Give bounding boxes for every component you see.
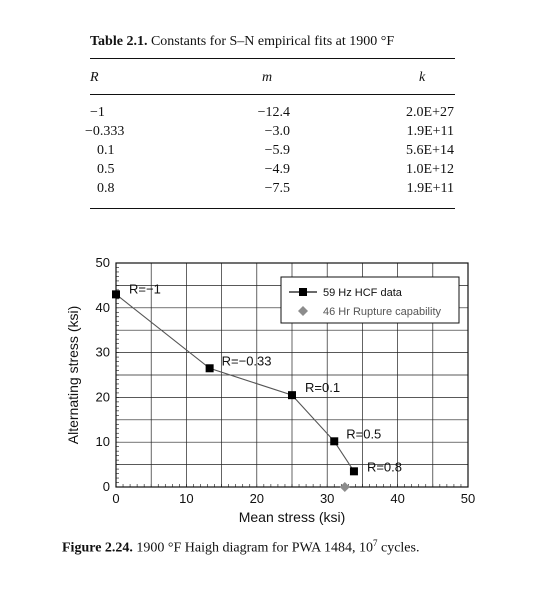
point-label: R=0.1	[305, 380, 341, 396]
table-cell-r: −0.333	[85, 124, 125, 139]
x-tick-label: 0	[112, 491, 120, 506]
y-tick-label: 10	[95, 434, 110, 450]
legend-marker-hcf	[299, 288, 307, 296]
point-label: R=0.5	[346, 426, 382, 442]
x-tick-label: 40	[390, 491, 405, 506]
hcf-data-point	[112, 290, 120, 298]
table-cell-k: 1.0E+12	[406, 162, 454, 177]
table-cell-m: −12.4	[257, 105, 290, 120]
point-label: R=−1	[129, 281, 161, 297]
y-tick-label: 30	[95, 344, 110, 360]
table-cell-m: −3.0	[264, 124, 290, 139]
table-cell-k: 2.0E+27	[406, 105, 454, 120]
hcf-data-point	[206, 364, 214, 372]
table-cell-r: −1	[90, 105, 105, 120]
point-label: R=0.8	[366, 459, 403, 475]
hcf-data-point	[330, 437, 338, 445]
table-cell-k: 5.6E+14	[406, 143, 454, 158]
table-cell-m: −7.5	[264, 181, 290, 196]
x-tick-label: 50	[460, 491, 476, 506]
legend-label: 59 Hz HCF data	[323, 287, 402, 299]
table-cell-m: −4.9	[264, 162, 290, 177]
table-cell-k: 1.9E+11	[406, 181, 454, 196]
y-tick-label: 20	[95, 389, 110, 405]
hcf-data-point	[350, 467, 358, 475]
table-caption-text: Constants for S–N empirical fits at 1900 °F	[150, 34, 395, 49]
table-cell-m: −5.9	[264, 143, 290, 158]
x-axis-title: Mean stress (ksi)	[238, 509, 346, 525]
table-header-k: k	[419, 70, 426, 85]
x-tick-label: 20	[249, 491, 265, 506]
table-header-r: R	[90, 70, 99, 85]
rupture-capability-point	[340, 482, 350, 492]
point-label: R=−0.33	[221, 353, 272, 369]
x-tick-label: 10	[179, 491, 194, 506]
y-tick-label: 0	[102, 479, 110, 494]
y-tick-label: 50	[95, 255, 110, 270]
y-axis-title: Alternating stress (ksi)	[65, 305, 81, 445]
table-cell-r: 0.1	[97, 143, 115, 158]
table-caption-label: Table 2.1.	[90, 34, 148, 49]
legend-label: 46 Hr Rupture capability	[323, 306, 442, 318]
table-cell-r: 0.8	[97, 181, 115, 196]
table-header-m: m	[262, 70, 273, 85]
figure-caption-label: Figure 2.24.	[62, 540, 133, 556]
chart-legend	[281, 277, 459, 323]
figure-caption	[62, 538, 419, 557]
y-tick-label: 40	[95, 299, 110, 315]
figure-caption-exponent: 7	[372, 538, 378, 548]
hcf-data-point	[288, 391, 296, 399]
table-cell-k: 1.9E+11	[406, 124, 454, 139]
figure-caption-text: 1900 °F Haigh diagram for PWA 1484, 10	[136, 540, 373, 556]
x-tick-label: 30	[319, 491, 335, 506]
figure-caption-tail: cycles.	[377, 540, 420, 556]
table-cell-r: 0.5	[97, 162, 115, 177]
